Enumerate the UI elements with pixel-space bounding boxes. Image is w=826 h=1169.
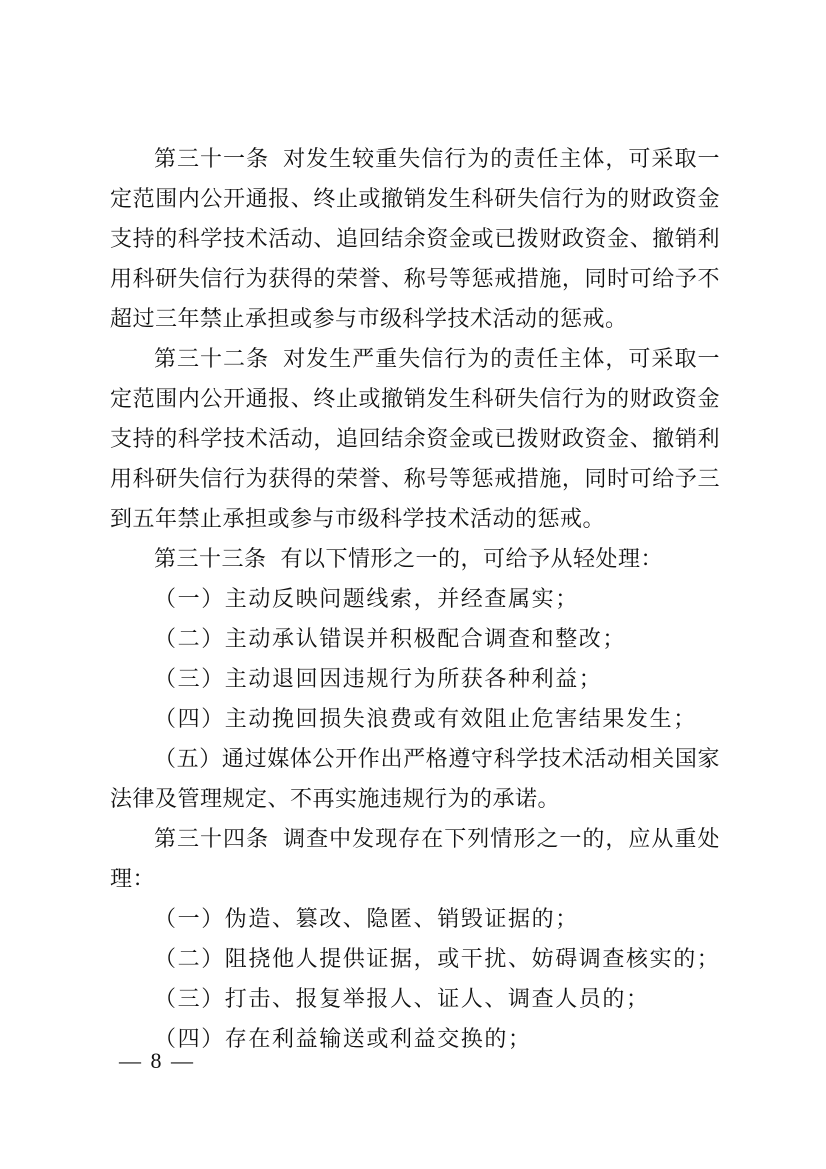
list-item: （三）打击、报复举报人、证人、调查人员的； [154, 987, 650, 1012]
article-label: 第三十四条 [154, 827, 270, 852]
article-31 [110, 140, 720, 340]
article-34 [110, 820, 720, 900]
article-text: 调查中发现存在下列情形之一的，应从重处理： [110, 827, 720, 892]
list-item: （二）阻挠他人提供证据，或干扰、妨碍调查核实的； [154, 947, 721, 972]
article-text: 对发生严重失信行为的责任主体，可采取一定范围内公开通报、终止或撤销发生科研失信行为的财政资金支持的科学技术活动，追回结余资金或已拨财政资金、撤销利用科研失信行为获得的荣誉、称号等惩戒措施，同时可给予三到五年禁止承担或参与市级科学技术活动的惩戒。 [110, 347, 720, 532]
list-item: （五）通过媒体公开作出严格遵守科学技术活动相关国家法律及管理规定、不再实施违规行为的承诺。 [110, 747, 720, 812]
list-item: （二）主动承认错误并积极配合调查和整改； [154, 627, 627, 652]
list-item: （四）主动挽回损失浪费或有效阻止危害结果发生； [154, 707, 697, 732]
page-number: — 8 — [119, 1048, 195, 1073]
list-item: （一）主动反映问题线索，并经查属实； [154, 587, 579, 612]
article-32 [110, 340, 720, 540]
article-label: 第三十二条 [154, 347, 270, 372]
article-label: 第三十三条 [154, 547, 267, 572]
article-text: 有以下情形之一的，可给予从轻处理： [280, 547, 664, 572]
article-label: 第三十一条 [154, 147, 270, 172]
list-item: （一）伪造、篡改、隐匿、销毁证据的； [154, 907, 579, 932]
article-33 [110, 540, 720, 580]
article-text: 对发生较重失信行为的责任主体，可采取一定范围内公开通报、终止或撤销发生科研失信行为的财政资金支持的科学技术活动、追回结余资金或已拨财政资金、撤销利用科研失信行为获得的荣誉、称号等惩戒措施，同时可给予不超过三年禁止承担或参与市级科学技术活动的惩戒。 [110, 147, 720, 332]
list-item: （三）主动退回因违规行为所获各种利益； [154, 667, 603, 692]
list-item: （四）存在利益输送或利益交换的； [154, 1027, 532, 1052]
document-body [110, 140, 720, 1060]
